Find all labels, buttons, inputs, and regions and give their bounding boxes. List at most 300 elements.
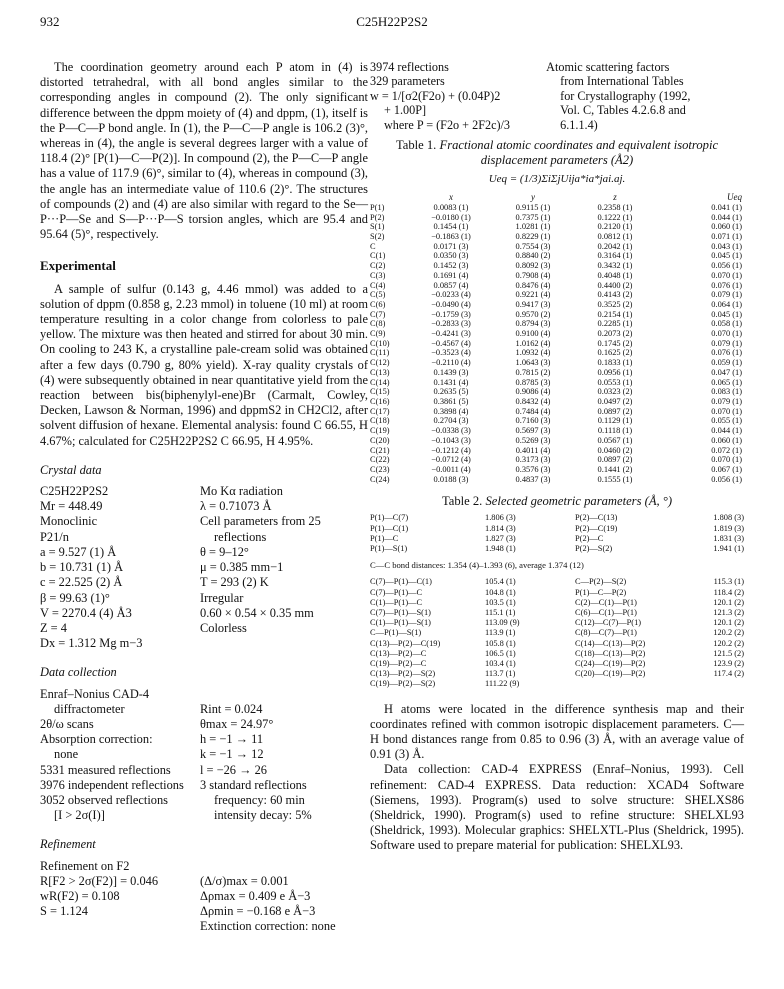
atomic-coordinates-table (370, 193, 744, 484)
table2-cell: P(2)—S(2) (575, 543, 613, 553)
table1-cell: 0.055 (1) (711, 416, 742, 426)
scattering-line: for Crystallography (1992, (560, 88, 691, 103)
table1-cell: 0.1439 (3) (433, 367, 469, 377)
table-row (370, 416, 744, 426)
collection-line: none (54, 747, 79, 762)
table-row (370, 679, 744, 689)
table1-cell: 0.041 (1) (711, 202, 742, 212)
collection-line: Enraf–Nonius CAD-4 (40, 686, 150, 701)
refinement-right (200, 859, 368, 935)
experimental-paragraph: A sample of sulfur (0.143 g, 4.46 mmol) was added to a solution of dppm (0.858 g, 2.23 mmol) in toluene (10 ml) at room temperature resulting in a color change from colorless to pale yellow. The mixture was then heated and stirred for about 30 min. On cooling to 243 K, a crystalline pale-cream solid was obtained after a few days (0.790 g, 80% yield). X-ray quality crystals of (4) were subsequently obtained in near quantitative yield from the reaction between bis(biphenylyl-ene)Br (Carmalt, Cowley, Decken, Lawson & Norman, 1996) and dppmS2 in CH2Cl2, after solvent diffusion of hexane. Elemental analysis: found C 66.55, H 4.67%; calculated for C25H22P2S2 C 66.95, H 4.95%. (40, 281, 368, 448)
table-row (370, 649, 744, 659)
table2-cell: C(13)—P(2)—C(19) (370, 638, 441, 648)
table1-cell: 0.9115 (1) (515, 202, 551, 212)
collection-line: 2θ/ω scans (40, 716, 94, 731)
table1-cell: 0.1833 (1) (597, 358, 633, 368)
crystal-data-line: a = 9.527 (1) Å (40, 544, 117, 559)
table1-cell: 0.083 (1) (711, 387, 742, 397)
table1-cell: 0.3861 (5) (433, 397, 469, 406)
table1-cell: C(13) (370, 367, 390, 377)
table1-cell: 0.043 (1) (711, 241, 742, 251)
table1-cell: 0.056 (1) (711, 261, 742, 271)
table2-cell: 113.09 (9) (485, 618, 520, 628)
page-header (0, 14, 784, 32)
table2-cell: C(13)—P(2)—C (370, 648, 427, 658)
table2-cell: 104.8 (1) (485, 587, 516, 597)
table1-cell: 0.9570 (2) (515, 309, 551, 319)
table1-cell: C(22) (370, 455, 390, 465)
table1-cell: 0.0171 (3) (433, 241, 469, 251)
table1-header-cell: y (531, 192, 535, 203)
table1-cell: 0.2120 (1) (597, 222, 633, 232)
table2-cell: 120.2 (2) (713, 638, 744, 648)
collection-line: [I > 2σ(I)] (54, 808, 105, 823)
table1-cell: 0.0897 (2) (597, 406, 633, 416)
table2-cell: C—P(2)—S(2) (575, 577, 627, 587)
table2-cell: C(18)—C(13)—P(2) (575, 648, 646, 658)
refinement-line: (Δ/σ)max = 0.001 (200, 873, 289, 888)
table2-cell: 120.1 (2) (713, 597, 744, 607)
crystal-data-line: θ = 9–12° (200, 544, 249, 559)
table1-caption (370, 138, 744, 168)
crystal-data-line: Cell parameters from 25 (200, 514, 321, 529)
table2-cell: 115.1 (1) (485, 607, 516, 617)
table1-cell: C(10) (370, 338, 390, 348)
table1-cell: −0.1863 (1) (431, 232, 471, 242)
table1-cell: 0.056 (1) (711, 474, 742, 484)
table2-cell: 113.9 (1) (485, 628, 516, 638)
table1-cell: 0.072 (1) (711, 445, 742, 455)
table1-header-row (370, 193, 744, 203)
table2-cell: P(1)—C(7) (370, 513, 409, 523)
table-row (370, 387, 744, 397)
table2-cell: 111.22 (9) (485, 679, 520, 689)
table1-cell: C(4) (370, 280, 386, 290)
table1-cell: 0.0812 (1) (597, 232, 633, 242)
table1-cell: 0.4048 (1) (597, 270, 633, 280)
table1-cell: 0.044 (1) (711, 426, 742, 436)
refinement-line: Extinction correction: none (200, 919, 336, 934)
table-row (370, 368, 744, 378)
table2-cell: 120.2 (2) (713, 628, 744, 638)
table1-cell: 0.0567 (1) (597, 435, 633, 445)
collection-line: k = −1 → 12 (200, 747, 264, 762)
table1-cell: C(3) (370, 270, 386, 280)
table1-cell: C(18) (370, 416, 390, 426)
collection-line: h = −1 → 11 (200, 732, 264, 747)
table1-cell: 0.9417 (3) (515, 299, 551, 309)
table2-cell: P(1)—S(1) (370, 543, 408, 553)
table1-cell: 0.0460 (2) (597, 445, 633, 455)
table1-cell: 0.3173 (3) (515, 455, 551, 465)
table2-cell (685, 679, 744, 689)
table1-cell: 0.4837 (3) (515, 474, 551, 484)
table2-cell: C(7)—P(1)—C (370, 587, 423, 597)
table1-cell: P(2) (370, 212, 385, 222)
table1-cell: −0.1212 (4) (431, 445, 471, 455)
table1-cell: 0.8092 (3) (515, 261, 551, 271)
table1-cell: 0.070 (1) (711, 406, 742, 416)
table-row (370, 639, 744, 649)
crystal-data-line: Monoclinic (40, 514, 98, 529)
table2-cell: 103.5 (1) (485, 597, 516, 607)
table1-cell: −0.3523 (4) (431, 348, 471, 358)
table-row (370, 534, 744, 544)
table1-cell: 0.7554 (3) (515, 241, 551, 251)
table1-cell: 1.0162 (4) (515, 338, 551, 348)
collection-line: 3052 observed reflections (40, 792, 168, 807)
table-row (370, 524, 744, 534)
table-row (370, 242, 744, 252)
table-row (370, 407, 744, 417)
table1-cell: 0.7908 (4) (515, 270, 551, 280)
crystal-data-line: Mo Kα radiation (200, 484, 283, 499)
table2-cell: 1.831 (3) (713, 533, 744, 543)
bond-angles-table (370, 577, 744, 689)
table1-cell: 0.1129 (1) (597, 416, 633, 426)
table1-cell: −0.0233 (4) (431, 290, 471, 300)
collection-line: 5331 measured reflections (40, 762, 171, 777)
table-row (370, 222, 744, 232)
table2-cell: 121.5 (2) (713, 648, 744, 658)
table-row (370, 598, 744, 608)
table1-cell: 0.070 (1) (711, 329, 742, 339)
table1-cell: 1.0932 (4) (515, 348, 551, 358)
crystal-data-block (40, 484, 368, 651)
refinement-left (40, 859, 200, 935)
table-row (370, 397, 744, 407)
table1-cell: 0.8476 (4) (515, 280, 551, 290)
table1-cell: C (370, 241, 376, 251)
table1-cell: P(1) (370, 202, 385, 212)
table1-header-cell: x (449, 192, 453, 203)
collection-line: intensity decay: 5% (214, 808, 312, 823)
table1-cell: 0.2154 (1) (597, 309, 633, 319)
table2-cell: P(2)—C(13) (575, 513, 618, 523)
table1-cell: C(11) (370, 348, 390, 358)
table2-cell: C(7)—P(1)—C(1) (370, 577, 432, 587)
weighting-line: 3974 reflections (370, 60, 449, 74)
table1-header-cell: Ueq (727, 192, 742, 203)
table-row (370, 271, 744, 281)
table1-cell: C(5) (370, 290, 386, 300)
table2-cell: C(2)—C(1)—P(1) (575, 597, 637, 607)
table1-cell: S(2) (370, 232, 385, 242)
table1-cell: 0.2704 (3) (433, 416, 469, 426)
table-row (370, 544, 744, 554)
table2-cell: 1.806 (3) (485, 513, 516, 523)
table2-cell: C(8)—C(7)—P(1) (575, 628, 637, 638)
table-row (370, 436, 744, 446)
refinement-line: wR(F2) = 0.108 (40, 888, 120, 903)
table2-cell: P(1)—C—P(2) (575, 587, 627, 597)
scattering-line: from International Tables (560, 74, 684, 89)
table1-cell: 0.0497 (2) (597, 397, 633, 406)
table2-cell: C—P(1)—S(1) (370, 628, 422, 638)
table2-cell: C(1)—P(1)—S(1) (370, 618, 431, 628)
crystal-data-line: Irregular (200, 590, 244, 605)
weighting-line: where P = (F2o + 2F2c)/3 (384, 117, 511, 132)
table1-cell: 0.2358 (1) (597, 202, 633, 212)
table1-cell: 0.0083 (1) (433, 202, 469, 212)
table1-cell: C(16) (370, 397, 390, 406)
table1-cell: 0.045 (1) (711, 309, 742, 319)
crystal-data-line: c = 22.525 (2) Å (40, 575, 123, 590)
collection-line (200, 687, 368, 702)
table-row (370, 203, 744, 213)
collection-line: Absorption correction: (40, 732, 153, 747)
table1-cell: 0.1625 (2) (597, 348, 633, 358)
table1-cell: −0.4567 (4) (431, 338, 471, 348)
table1-cell: 0.059 (1) (711, 358, 742, 368)
table2-cell: 106.5 (1) (485, 648, 516, 658)
table1-cell: C(1) (370, 251, 386, 261)
table-row (370, 669, 744, 679)
table-row (370, 446, 744, 456)
table2-cell: C(1)—P(1)—C (370, 597, 423, 607)
table2-cell (575, 679, 685, 689)
table1-cell: 0.2073 (2) (597, 329, 633, 339)
refinement-line: R[F2 > 2σ(F2)] = 0.046 (40, 873, 159, 888)
table2-cell: 123.9 (2) (713, 658, 744, 668)
table2-cell: 121.3 (2) (713, 607, 744, 617)
table-row (370, 378, 744, 388)
table2-cell: 1.941 (1) (713, 543, 744, 553)
table1-cell: 0.2285 (1) (597, 319, 633, 329)
table1-cell: 0.079 (1) (711, 338, 742, 348)
table-row (370, 329, 744, 339)
table1-cell: 0.0897 (2) (597, 455, 633, 465)
table1-cell: −0.1759 (3) (431, 309, 471, 319)
table1-cell: 0.2042 (1) (597, 241, 633, 251)
table1-cell: −0.2110 (4) (431, 358, 471, 368)
crystal-data-left (40, 484, 200, 651)
table1-cell: 0.7375 (1) (515, 212, 551, 222)
ueq-formula: Ueq = (1/3)ΣiΣjUija*ia*jai.aj. (488, 173, 626, 186)
crystal-data-heading: Crystal data (40, 462, 102, 477)
table-row (370, 608, 744, 618)
discussion-paragraph: The coordination geometry around each P atom in (4) is distorted tetrahedral, with all bond angles similar to the corresponding angles in compound (2). The only significant difference between the dppm moiety of (4) and dppm, (1), itself is the P—C—P bond angle. In (1), the P—C—P angle is 106.2 (3)°, whereas in (4), the angle is several degrees larger with a value of 118.4 (2)° [P(1)—C—P(2)]. In compound (2), the P—C—P angle has a value of 117.9 (6)°, similar to (4), whereas in compound (3), the angle has an intermediate value of 110.6 (2)°. The structures of compounds (2) and (4) are also similar with regard to the Se—P···P—Se and S—P···P—S torsion angles, which are 95.4 and 95.64 (5)°, respectively. (40, 60, 368, 242)
table2-cell: C(19)—P(2)—S(2) (370, 679, 436, 689)
crystal-data-line: b = 10.731 (1) Å (40, 560, 124, 575)
table1-cell: 0.7815 (2) (515, 367, 551, 377)
table1-cell: 0.1452 (3) (433, 261, 469, 271)
table2-cell: 1.827 (3) (485, 533, 516, 543)
crystal-data-line: β = 99.63 (1)° (40, 590, 110, 605)
table-row (370, 659, 744, 669)
collection-line: l = −26 → 26 (200, 762, 267, 777)
scattering-line: Atomic scattering factors (546, 60, 670, 74)
table1-cell: 0.9100 (4) (515, 329, 551, 339)
data-collection-block (40, 687, 368, 824)
software-paragraph: Data collection: CAD-4 EXPRESS (Enraf–Nonius, 1993). Cell refinement: CAD-4 EXPRESS. Data reduction: XCAD4 Software (Siemens, 1993). Program(s) used to solve structure: SHELXS86 (Sheldrick, 1990). Program(s) used to refine structure: SHELXL93 (Sheldrick, 1993). Molecular graphics: SHELXTL-Plus (Sheldrick, 1995). Software used to prepare material for publication: SHELXL93. (370, 762, 744, 853)
table-row (370, 475, 744, 485)
crystal-data-line: Z = 4 (40, 620, 67, 635)
table1-cell: 0.1118 (1) (597, 426, 633, 436)
table1-cell: 0.4143 (2) (597, 290, 633, 300)
collection-line: diffractometer (54, 701, 125, 716)
table2-cell: C(24)—C(19)—P(2) (575, 658, 646, 668)
table1-cell: 0.079 (1) (711, 397, 742, 406)
table1-cell: C(6) (370, 299, 386, 309)
table1-cell: 0.070 (1) (711, 270, 742, 280)
table1-cell: C(19) (370, 426, 390, 436)
table-row (370, 290, 744, 300)
table2-caption-text: Selected geometric parameters (Å, °) (485, 494, 673, 509)
crystal-data-line: V = 2270.4 (4) Å3 (40, 605, 132, 620)
table2-cell: P(1)—C(1) (370, 523, 409, 533)
table-row (370, 339, 744, 349)
collection-line: θmax = 24.97° (200, 716, 274, 731)
table1-cell: 1.0643 (3) (515, 358, 551, 368)
table1-caption-text: Fractional atomic coordinates and equivalent isotropic displacement parameters (Å2) (439, 138, 719, 168)
crystal-data-right (200, 484, 368, 651)
crystal-data-line: T = 293 (2) K (200, 575, 269, 590)
table1-cell: −0.1043 (3) (431, 435, 471, 445)
table1-cell: C(8) (370, 319, 386, 329)
crystal-data-line: C25H22P2S2 (40, 484, 109, 499)
table1-cell: 0.1691 (4) (433, 270, 469, 280)
table1-cell: −0.2833 (3) (431, 319, 471, 329)
crystal-data-line: P21/n (40, 529, 69, 544)
table2-caption (370, 494, 744, 509)
crystal-data-line: λ = 0.71073 Å (200, 499, 272, 514)
table2-cell: 115.3 (1) (713, 577, 744, 587)
refinement-line: Refinement on F2 (40, 858, 130, 873)
table1-cell: 0.3525 (2) (597, 299, 633, 309)
table1-cell: 0.0553 (1) (597, 377, 633, 387)
crystal-data-line: μ = 0.385 mm−1 (200, 560, 284, 575)
table-row (370, 426, 744, 436)
table1-cell: 0.044 (1) (711, 212, 742, 222)
collection-line: frequency: 60 min (214, 792, 305, 807)
table1-header-cell (370, 193, 410, 203)
right-column (370, 60, 744, 854)
data-collection-heading: Data collection (40, 665, 117, 680)
table1-cell: 0.5697 (3) (515, 426, 551, 436)
table1-cell: 0.0323 (2) (597, 387, 633, 397)
table1-cell: 0.8840 (2) (515, 251, 551, 261)
scattering-factors (540, 60, 744, 132)
table2-cell: 103.4 (1) (485, 658, 516, 668)
table1-cell: 0.064 (1) (711, 299, 742, 309)
table1-cell: 0.7160 (3) (515, 416, 551, 426)
table1-cell: 0.4011 (4) (515, 445, 551, 455)
table2-cell: P(2)—C (575, 533, 604, 543)
table1-cell: C(23) (370, 464, 390, 474)
refinement-block (40, 859, 368, 935)
table1-cell: 0.076 (1) (711, 348, 742, 358)
table2-cell: 1.808 (3) (713, 513, 744, 523)
table1-cell: 0.1745 (2) (597, 338, 633, 348)
table1-cell: C(2) (370, 261, 386, 271)
table1-cell: 0.0188 (3) (433, 474, 469, 484)
table1-cell: −0.0011 (4) (431, 464, 471, 474)
table2-cell: 1.948 (1) (485, 543, 516, 553)
table-row (370, 232, 744, 242)
table-row (370, 577, 744, 587)
table1-cell: 0.071 (1) (711, 232, 742, 242)
refinement-line: Δρmin = −0.168 e Å−3 (200, 904, 316, 919)
refinement-line: Δρmax = 0.409 e Å−3 (200, 888, 311, 903)
running-title: C25H22P2S2 (356, 14, 428, 29)
table-row (370, 628, 744, 638)
table1-cell: 0.3164 (1) (597, 251, 633, 261)
table2-cell: 1.814 (3) (485, 523, 516, 533)
table-row (370, 588, 744, 598)
table2-cell: P(2)—C(19) (575, 523, 618, 533)
table1-label: Table 1. (395, 138, 437, 153)
table1-cell: C(7) (370, 309, 386, 319)
table1-cell: 0.047 (1) (711, 367, 742, 377)
table1-cell: 0.8794 (3) (515, 319, 551, 329)
hydrogen-paragraph: H atoms were located in the difference synthesis map and their coordinates refined with common isotropic displacement parameters. C—H bond distances range from 0.85 to 0.96 (3) Å, with an average value of 0.91 (3) Å. (370, 701, 744, 762)
table2-cell: C(6)—C(1)—P(1) (575, 607, 637, 617)
table1-cell: 0.5269 (3) (515, 435, 551, 445)
table2-cell: 118.4 (2) (713, 587, 744, 597)
table1-cell: −0.0712 (4) (431, 455, 471, 465)
table1-cell: 0.9086 (4) (515, 387, 551, 397)
table-row (370, 618, 744, 628)
table2-cell: C(7)—P(1)—S(1) (370, 607, 431, 617)
table1-cell: 0.1555 (1) (597, 474, 633, 484)
refinement-line (200, 859, 368, 874)
table1-cell: 0.1454 (1) (433, 222, 469, 232)
crystal-data-line: Mr = 448.49 (40, 499, 103, 514)
table1-cell: C(14) (370, 377, 390, 387)
table1-cell: 1.0281 (1) (515, 222, 551, 232)
table-row (370, 213, 744, 223)
table1-cell: 0.3432 (1) (597, 261, 633, 271)
table1-cell: 0.0857 (4) (433, 280, 469, 290)
table1-cell: 0.1222 (1) (597, 212, 633, 222)
table-row (370, 465, 744, 475)
table2-cell: C(13)—P(2)—S(2) (370, 669, 436, 679)
table2-label: Table 2. (441, 494, 483, 509)
table-row (370, 251, 744, 261)
left-column (40, 60, 368, 935)
experimental-heading: Experimental (40, 258, 116, 274)
table-row (370, 310, 744, 320)
table2-cell: 1.819 (3) (713, 523, 744, 533)
table-row (370, 261, 744, 271)
table2-cell: 117.4 (2) (713, 669, 744, 679)
table1-cell: 0.1441 (2) (597, 464, 633, 474)
table1-cell: C(9) (370, 329, 386, 339)
weighting-line: 329 parameters (370, 74, 445, 89)
collection-line: 3976 independent reflections (40, 777, 184, 792)
table-row (370, 455, 744, 465)
weighting-scheme (370, 60, 540, 132)
table1-cell: S(1) (370, 222, 385, 232)
table1-cell: 0.060 (1) (711, 222, 742, 232)
table1-cell: 0.0350 (3) (433, 251, 469, 261)
table1-cell: 0.4400 (2) (597, 280, 633, 290)
scattering-line: Vol. C, Tables 4.2.6.8 and (560, 103, 686, 118)
table1-cell: 0.8229 (1) (515, 232, 551, 242)
table1-cell: 0.065 (1) (711, 377, 742, 387)
table-row (370, 300, 744, 310)
table1-cell: −0.0490 (4) (431, 299, 471, 309)
crystal-data-line: 0.60 × 0.54 × 0.35 mm (200, 605, 314, 620)
table1-cell: −0.4241 (3) (431, 329, 471, 339)
table2-cell: 113.7 (1) (485, 669, 516, 679)
scattering-line: 6.1.1.4) (560, 117, 598, 132)
collection-line: Rint = 0.024 (200, 701, 263, 716)
table1-cell: C(15) (370, 387, 390, 397)
refinement-line: S = 1.124 (40, 904, 88, 919)
table1-cell: C(17) (370, 406, 390, 416)
